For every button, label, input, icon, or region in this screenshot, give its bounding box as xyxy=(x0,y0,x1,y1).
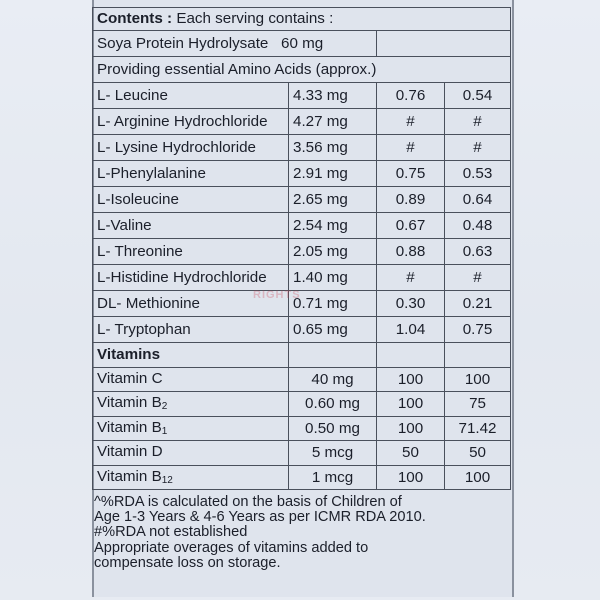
amino-acid-rda-1-3: 0.30 xyxy=(377,291,445,317)
nutrition-table xyxy=(92,7,511,490)
amino-header-row xyxy=(93,57,511,83)
amino-acid-rda-4-6: 0.53 xyxy=(445,161,511,187)
amino-acid-amount: 3.56 mg xyxy=(289,135,377,161)
amino-acid-amount: 1.40 mg xyxy=(289,265,377,291)
amino-acid-amount: 4.27 mg xyxy=(289,109,377,135)
vitamins-header: Vitamins xyxy=(93,343,289,368)
contents-header-cell xyxy=(93,8,511,31)
vitamin-amount: 40 mg xyxy=(289,367,377,392)
amino-acid-rda-4-6: 0.21 xyxy=(445,291,511,317)
amino-acid-amount: 2.05 mg xyxy=(289,239,377,265)
amino-acid-row xyxy=(93,213,511,239)
amino-acid-rda-4-6: # xyxy=(445,109,511,135)
amino-acid-rda-1-3: # xyxy=(377,109,445,135)
amino-acid-rda-1-3: 0.89 xyxy=(377,187,445,213)
amino-acid-row xyxy=(93,265,511,291)
amino-acid-row xyxy=(93,239,511,265)
amino-acid-rda-1-3: # xyxy=(377,135,445,161)
amino-acid-rda-4-6: 0.63 xyxy=(445,239,511,265)
amino-acid-rda-1-3: 0.88 xyxy=(377,239,445,265)
contents-text: Each serving contains : xyxy=(172,10,334,28)
amino-acid-rda-4-6: # xyxy=(445,135,511,161)
footnote-age-basis: Age 1-3 Years & 4-6 Years as per ICMR RDA 2010. xyxy=(94,509,426,526)
amino-acid-rda-4-6: 0.75 xyxy=(445,317,511,343)
amino-acid-rda-4-6: 0.48 xyxy=(445,213,511,239)
contents-title: Contents : xyxy=(97,10,173,28)
protein-empty-cell xyxy=(377,31,511,57)
vitamins-header-row xyxy=(93,343,511,368)
vitamin-name xyxy=(93,416,289,441)
protein-row xyxy=(93,31,511,57)
amino-acid-name: L- Lysine Hydrochloride xyxy=(93,135,289,161)
protein-cell xyxy=(93,31,377,57)
amino-acid-rda-4-6: # xyxy=(445,265,511,291)
amino-acid-name: L- Tryptophan xyxy=(93,317,289,343)
vitamin-name xyxy=(93,367,289,392)
amino-acid-rda-1-3: 0.75 xyxy=(377,161,445,187)
amino-acid-rda-1-3: # xyxy=(377,265,445,291)
vitamin-subscript: 1 xyxy=(161,425,168,437)
vitamin-row xyxy=(93,392,511,417)
amino-acid-name: DL- Methionine xyxy=(93,291,289,317)
vitamin-amount: 5 mcg xyxy=(289,441,377,466)
vitamin-rda-1-3: 100 xyxy=(377,416,445,441)
footnote-overages: Appropriate overages of vitamins added to xyxy=(94,539,369,556)
footnote-not-established: #%RDA not established xyxy=(94,524,248,541)
vitamins-header-empty-amount xyxy=(289,343,377,368)
footnotes xyxy=(94,495,510,571)
amino-acid-amount: 0.65 mg xyxy=(289,317,377,343)
vitamin-rda-1-3: 100 xyxy=(377,465,445,490)
vitamin-rda-4-6: 100 xyxy=(445,367,511,392)
amino-acid-amount: 2.91 mg xyxy=(289,161,377,187)
protein-amount: 60 mg xyxy=(281,34,324,52)
vitamin-name-text: Vitamin D xyxy=(97,443,163,461)
amino-acid-rda-1-3: 0.76 xyxy=(377,83,445,109)
amino-acid-name: L-Histidine Hydrochloride xyxy=(93,265,289,291)
vitamin-rda-4-6: 50 xyxy=(445,441,511,466)
vitamin-amount: 0.60 mg xyxy=(289,392,377,417)
vitamin-row xyxy=(93,367,511,392)
amino-acid-row xyxy=(93,291,511,317)
amino-acid-name: L-Valine xyxy=(93,213,289,239)
vitamin-name-text: Vitamin B xyxy=(97,467,162,485)
vitamins-header-empty-rda-2 xyxy=(445,343,511,368)
amino-acid-rda-4-6: 0.54 xyxy=(445,83,511,109)
vitamin-rda-4-6: 100 xyxy=(445,465,511,490)
amino-acid-rda-1-3: 0.67 xyxy=(377,213,445,239)
vitamin-rda-1-3: 100 xyxy=(377,392,445,417)
vitamin-amount: 0.50 mg xyxy=(289,416,377,441)
vitamin-name-text: Vitamin B xyxy=(97,418,162,436)
amino-acid-amount: 4.33 mg xyxy=(289,83,377,109)
amino-acid-row xyxy=(93,187,511,213)
vitamin-row xyxy=(93,416,511,441)
vitamin-name xyxy=(93,465,289,490)
vitamin-subscript: 12 xyxy=(161,474,173,486)
amino-acid-name: L-Phenylalanine xyxy=(93,161,289,187)
vitamin-name-text: Vitamin C xyxy=(97,369,163,387)
vitamin-row xyxy=(93,465,511,490)
amino-acid-name: L-Isoleucine xyxy=(93,187,289,213)
vitamin-amount: 1 mcg xyxy=(289,465,377,490)
amino-acid-name: L- Threonine xyxy=(93,239,289,265)
watermark: RIGHTS xyxy=(253,289,301,301)
amino-acid-rda-1-3: 1.04 xyxy=(377,317,445,343)
amino-acid-name: L- Leucine xyxy=(93,83,289,109)
amino-acid-amount: 2.65 mg xyxy=(289,187,377,213)
amino-acid-row xyxy=(93,135,511,161)
amino-acid-amount: 0.71 mg xyxy=(289,291,377,317)
amino-acid-row xyxy=(93,109,511,135)
footnote-storage: compensate loss on storage. xyxy=(94,554,281,571)
vitamin-rda-4-6: 71.42 xyxy=(445,416,511,441)
vitamin-name xyxy=(93,441,289,466)
amino-header-cell: Providing essential Amino Acids (approx.) xyxy=(93,57,511,83)
protein-name: Soya Protein Hydrolysate xyxy=(97,34,269,52)
vitamin-subscript: 2 xyxy=(161,401,168,413)
contents-header-row xyxy=(93,8,511,31)
amino-acid-name: L- Arginine Hydrochloride xyxy=(93,109,289,135)
vitamin-rda-4-6: 75 xyxy=(445,392,511,417)
vitamin-name-text: Vitamin B xyxy=(97,394,162,412)
vitamin-row xyxy=(93,441,511,466)
amino-acid-row xyxy=(93,83,511,109)
amino-acid-rda-4-6: 0.64 xyxy=(445,187,511,213)
amino-acid-amount: 2.54 mg xyxy=(289,213,377,239)
vitamins-header-empty-rda-1 xyxy=(377,343,445,368)
vitamin-rda-1-3: 50 xyxy=(377,441,445,466)
vitamin-name xyxy=(93,392,289,417)
amino-acid-row xyxy=(93,317,511,343)
amino-acid-row xyxy=(93,161,511,187)
footnote-rda-basis: ^%RDA is calculated on the basis of Children of xyxy=(94,494,402,510)
vitamin-rda-1-3: 100 xyxy=(377,367,445,392)
